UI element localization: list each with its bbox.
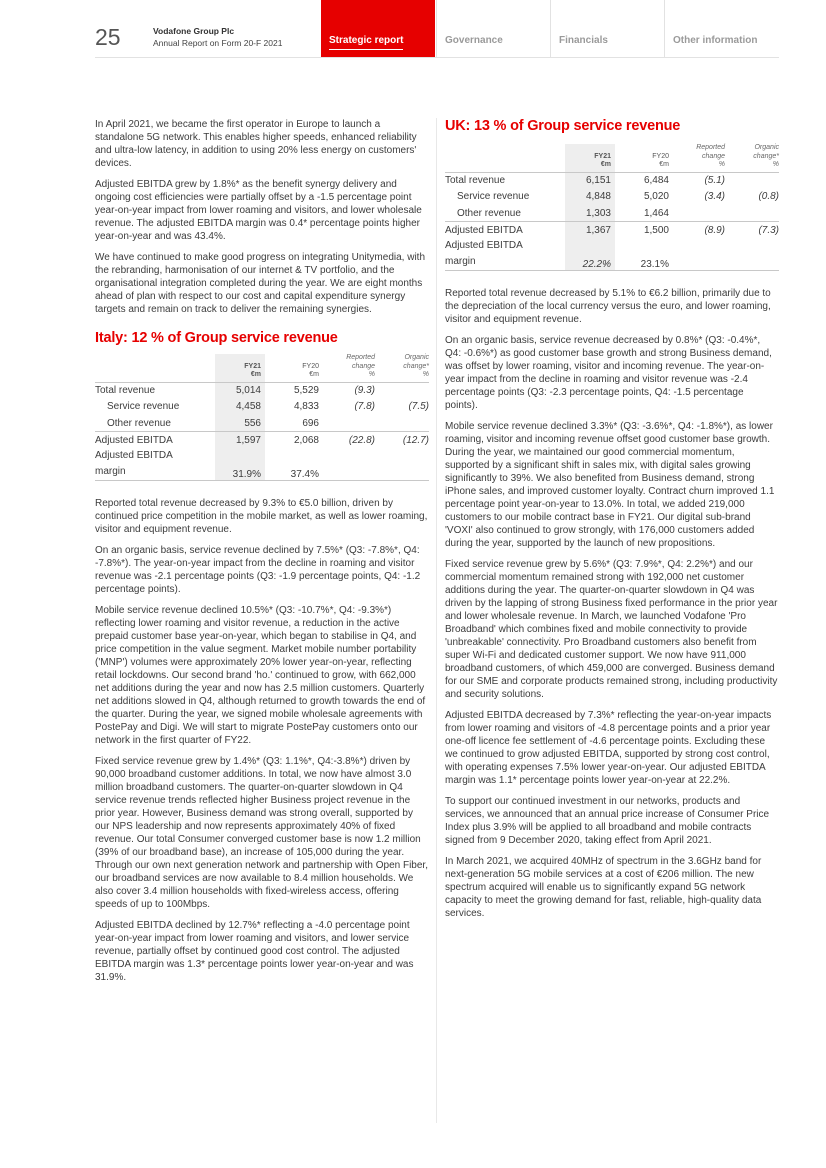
table-row: Other revenue 1,303 1,464 [445,205,779,222]
col-organic-change: Organic change* % [725,144,779,172]
uk-paragraph: Reported total revenue decreased by 5.1% to €6.2 billion, primarily due to the depreciation of the local currency versus the euro, and lower roaming, visitor and equipment revenue. [445,288,771,325]
tab-strategic-report[interactable] [321,0,435,57]
table-row: Total revenue 6,151 6,484 (5.1) [445,172,779,189]
italy-heading: Italy: 12 % of Group service revenue [95,330,338,346]
intro-paragraph: In April 2021, we became the first operator in Europe to launch a standalone 5G network. This enables higher speeds, enhanced reliability and ultra-low latency, in addition to using 20% less energy on customers' devices. [95,119,417,169]
italy-paragraph: On an organic basis, service revenue declined by 7.5%* (Q3: -7.8%*, Q4: -7.8%*). The year-on-year impact from the decline in roaming and visitor revenue was -2.1 percentage points (Q3: -1.9 percentage points, Q4: -1.2 percentage points). [95,545,421,595]
left-column [95,118,429,992]
report-title: Annual Report on Form 20-F 2021 [153,38,283,48]
col-organic-change: Organic change* % [375,354,429,382]
col-fy21: FY21 €m [565,144,615,172]
italy-paragraph: Fixed service revenue grew by 1.4%* (Q3: 1.1%*, Q4:-3.8%*) driven by 90,000 broadband customer additions. In total, we now have almost 3.0 million broadband customers. The quarter-on-quarter slowdown in Q4 service revenue trends reflected higher Business project revenue in the prior year. However, Business demand was strong overall, supported by our NPS leadership and now represents approximately 40% of fixed revenue. Our total Consumer converged customer base is now 1.2 million (39% of our broadband base), an increase of 105,000 during the year. Through our own next generation network and partnership with Open Fiber, our broadband services are now available to 8.4 million households. We also cover 3.4 million households with fixed-wireless access, offering speeds of up to 100Mbps. [95,756,428,910]
uk-paragraph: On an organic basis, service revenue decreased by 0.8%* (Q3: -0.4%*, Q4: -0.6%*) as good customer base growth and strong Business demand, was offset by lower roaming, visitor and incoming revenue. The year-on-year impact from the decline in roaming and visitor revenue was -2.4 percentage points (Q3: -2.3 percentage points, Q4: -1.5 percentage points). [445,335,772,411]
tab-strategic-report-label: Strategic report [329,35,403,50]
col-reported-change: Reported change % [319,354,375,382]
italy-paragraph: Mobile service revenue declined 10.5%* (Q3: -10.7%*, Q4: -9.3%*) reflecting lower roaming and visitor revenue, a reduction in the active prepaid customer base year-on-year, which began to stabilise in Q4, and price competition in the value segment. Market mobile number portability ('MNP') volumes were approximately 20% lower year-on-year, reflecting retail lockdowns. Our second brand 'ho.' continued to grow, with 662,000 net additions during the year and now has 2.5 million customers. Quarterly net additions slowed in Q4, although returned to growth towards the end of the quarter. During the year, we signed mobile wholesale agreements with PostePay and Digi. We will start to migrate PostePay customers onto our network in the first quarter of FY22. [95,605,426,746]
company-name: Vodafone Group Plc [153,26,235,36]
col-fy21: FY21 €m [215,354,265,382]
table-row: Service revenue 4,848 5,020 (3.4) (0.8) [445,189,779,206]
uk-paragraph: To support our continued investment in our networks, products and services, we announced that an annual price increase of Consumer Price Index plus 3.9% will be applied to all broadband and mobile contracts signed from 9 December 2020, taking effect from April 2021. [445,796,770,846]
table-row: Adjusted EBITDA margin 22.2% 23.1% [445,238,779,271]
tab-governance[interactable]: Governance [436,0,549,57]
table-header-row [95,354,429,382]
col-fy20: FY20 €m [265,354,319,382]
page-number: 25 [95,24,121,50]
table-row: Adjusted EBITDA 1,367 1,500 (8.9) (7.3) [445,222,779,239]
tab-financials[interactable]: Financials [550,0,663,57]
table-row: Adjusted EBITDA margin 31.9% 37.4% [95,448,429,481]
column-divider [436,118,437,1123]
uk-revenue-table [445,144,779,271]
uk-paragraph: Mobile service revenue declined 3.3%* (Q3: -3.6%*, Q4: -1.8%*), as lower roaming, visitor and incoming revenue offset good customer base growth. During the year, we maintained our good commercial momentum, supported by a significant shift in sales mix, with digital sales growing significantly to 39%. We also benefited from Business demand, strong iPhone sales, and improved customer loyalty. Contract churn improved 1.1 percentage point year-on-year to 13.0%. In total, we added 219,000 customers to our mobile contract base in FY21. Our digital sub-brand 'VOXI' also continued to grow strongly, with 176,000 customers added during the year, supported by the launch of new propositions. [445,421,775,549]
col-fy20: FY20 €m [615,144,669,172]
intro-paragraph: We have continued to make good progress on integrating Unitymedia, with the rebranding, harmonisation of our internet & TV portfolio, and the organisational integration completed during the year. We are eight months ahead of plan with respect to our cost and capital expenditure synergy targets and remain on track to deliver the remaining synergies. [95,252,426,315]
right-column [445,118,779,928]
table-header-row [445,144,779,172]
table-row: Other revenue 556 696 [95,415,429,432]
uk-paragraph: In March 2021, we acquired 40MHz of spectrum in the 3.6GHz band for next-generation 5G mobile services at a cost of €206 million. The new spectrum acquired will enable us to significantly expand 5G network capacity to meet the growing demand for fast, reliable, high-quality data services. [445,856,762,919]
italy-revenue-table [95,354,429,481]
table-row: Service revenue 4,458 4,833 (7.8) (7.5) [95,399,429,416]
italy-paragraph: Reported total revenue decreased by 9.3% to €5.0 billion, driven by continued price competition in the mobile market, as well as lower roaming, visitor and equipment revenue. [95,498,428,535]
table-row: Adjusted EBITDA 1,597 2,068 (22.8) (12.7) [95,432,429,449]
intro-paragraph: Adjusted EBITDA grew by 1.8%* as the benefit synergy delivery and ongoing cost efficiencies were partially offset by a -1.5 percentage point year-on-year impact from lower roaming and visitors, and lower wholesale revenue. The adjusted EBITDA margin was 0.4* percentage points higher year-on-year and was 43.4%. [95,179,422,242]
uk-heading: UK: 13 % of Group service revenue [445,118,681,134]
header-divider [95,57,779,58]
italy-paragraph: Adjusted EBITDA declined by 12.7%* reflecting a -4.0 percentage point year-on-year impact from lower roaming and visitors, and lower service revenue, partially offset by continued good cost control. The adjusted EBITDA margin was 1.3* percentage points lower year-on-year and was 31.9%. [95,920,414,983]
tab-other-information[interactable]: Other information [664,0,779,57]
uk-paragraph: Adjusted EBITDA decreased by 7.3%* reflecting the year-on-year impacts from lower roaming and visitors of -4.8 percentage points and a prior year one-off licence fee settlement of -4.6 percentage points. Excluding these we continued to grow adjusted EBITDA, supported by strong cost control, with operating expenses 7.5% lower year-on-year. Our adjusted EBITDA margin was 1.1* percentage points lower year-on-year at 22.2%. [445,710,772,786]
col-reported-change: Reported change % [669,144,725,172]
table-row: Total revenue 5,014 5,529 (9.3) [95,382,429,399]
uk-paragraph: Fixed service revenue grew by 5.6%* (Q3: 7.9%*, Q4: 2.2%*) and our commercial momentum remained strong with 192,000 net customer additions during the year. The quarter-on-quarter slowdown in Q4 was driven by the lapping of strong Business fixed performance in the prior year and lower wholesale revenue. In March, we launched Vodafone 'Pro Broadband' which combines fixed and mobile connectivity to provide 'unbreakable' connectivity. Pro Broadband customers also benefit from super Wi-Fi and dedicated customer support. We now have 911,000 broadband customers, of which 459,000 are converged. Business demand for our SME and corporate products remained strong, including productivity and security solutions. [445,559,778,700]
